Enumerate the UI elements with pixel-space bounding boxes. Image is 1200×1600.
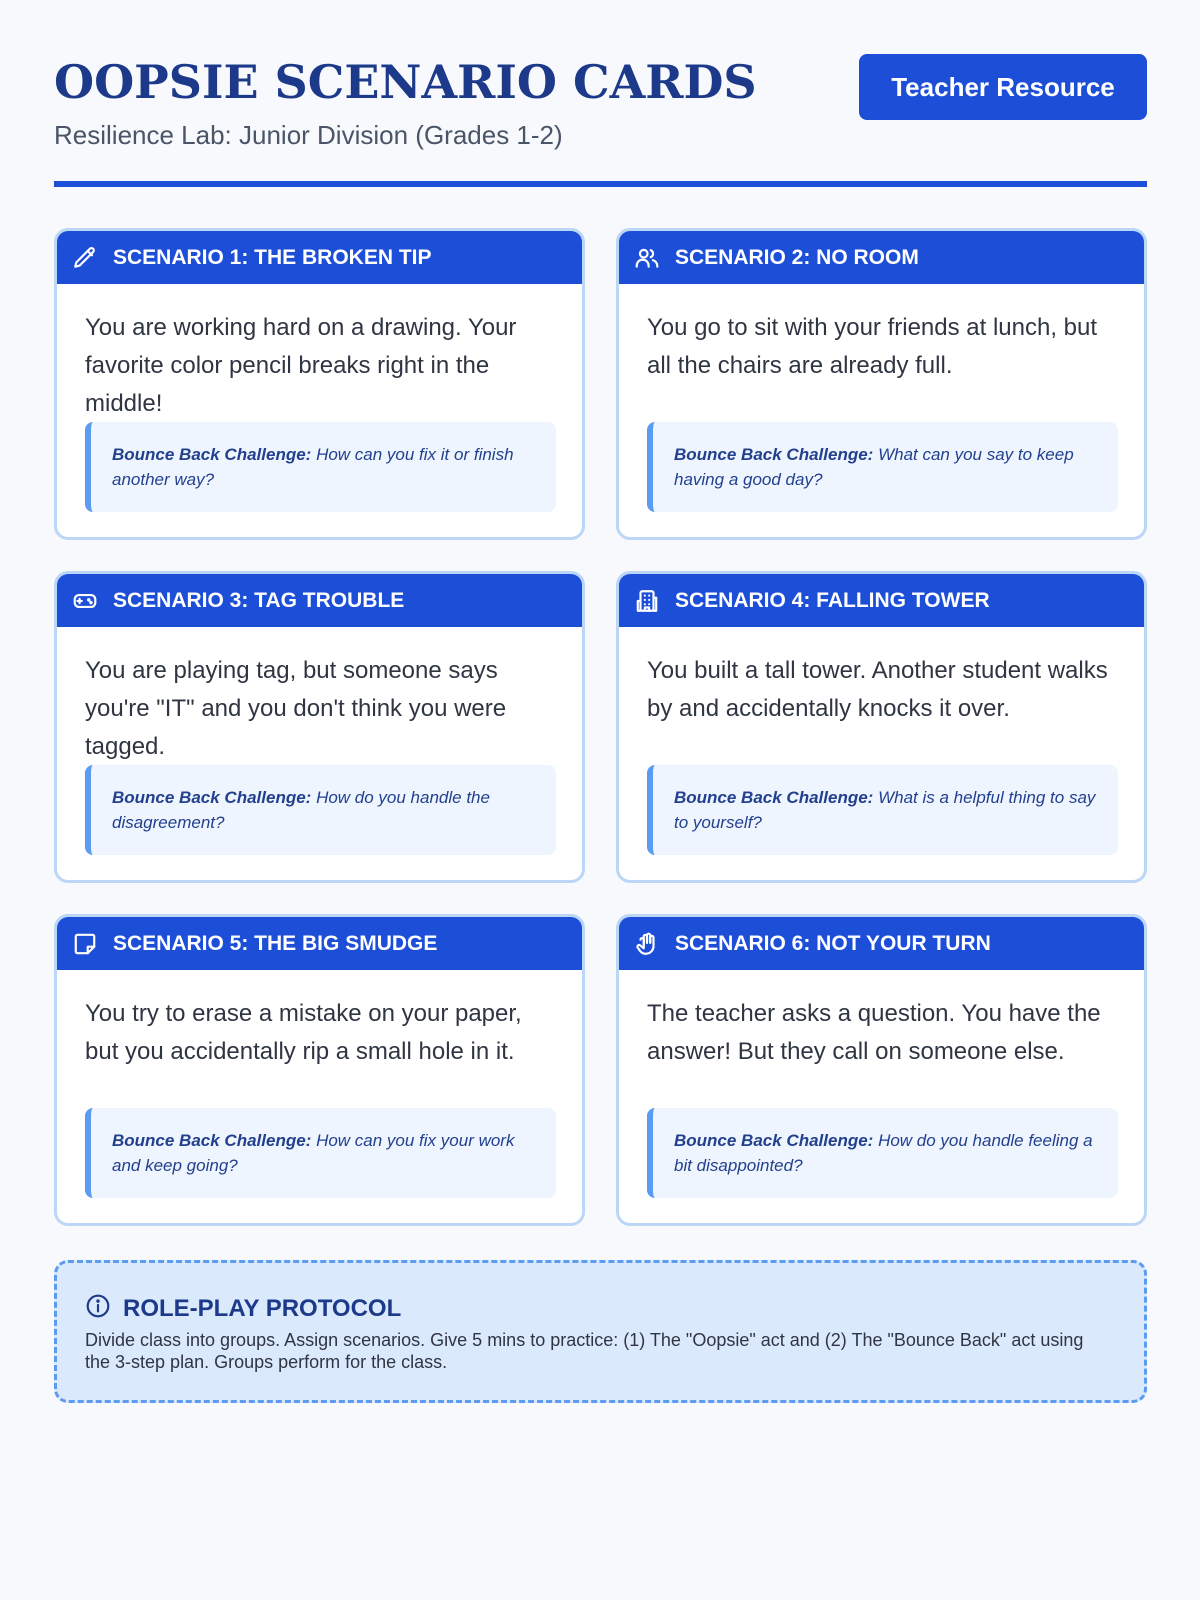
scenario-card-grid: [54, 228, 1147, 1226]
challenge-question: What is a helpful thing to say to yourself?: [674, 788, 1096, 832]
gamepad-icon: [71, 587, 99, 615]
protocol-title: ROLE-PLAY PROTOCOL: [123, 1294, 402, 1322]
bounce-back-challenge: [647, 765, 1118, 855]
scenario-card-header: [57, 231, 582, 284]
scenario-card-header: [57, 574, 582, 627]
page-subtitle: Resilience Lab: Junior Division (Grades 1-2): [54, 120, 563, 150]
challenge-lead: Bounce Back Challenge:: [674, 1131, 874, 1150]
scenario-card: [54, 228, 585, 540]
scenario-card-header: [57, 917, 582, 970]
challenge-question: How can you fix your work and keep going?: [112, 1131, 515, 1175]
challenge-lead: Bounce Back Challenge:: [112, 1131, 312, 1150]
scenario-card: [54, 571, 585, 883]
scenario-title: SCENARIO 5: THE BIG SMUDGE: [113, 931, 438, 955]
raised-hand-icon: [633, 930, 661, 958]
scenario-description: You built a tall tower. Another student walks by and accidentally knocks it over.: [647, 657, 1108, 722]
bounce-back-challenge: [647, 1108, 1118, 1198]
scenario-card: [616, 228, 1147, 540]
building-icon: [633, 587, 661, 615]
protocol-text: Divide class into groups. Assign scenarios. Give 5 mins to practice: (1) The "Oopsie" act and (2) The "Bounce Back" act using the 3-step plan. Groups perform for the class.: [85, 1330, 1084, 1372]
challenge-lead: Bounce Back Challenge:: [112, 788, 312, 807]
scenario-card-header: [619, 231, 1144, 284]
challenge-question: How can you fix it or finish another way?: [112, 445, 514, 489]
sticky-note-icon: [71, 930, 99, 958]
challenge-lead: Bounce Back Challenge:: [112, 445, 312, 464]
scenario-card-header: [619, 574, 1144, 627]
challenge-question: What can you say to keep having a good day?: [674, 445, 1074, 489]
scenario-title: SCENARIO 4: FALLING TOWER: [675, 588, 990, 612]
scenario-title: SCENARIO 3: TAG TROUBLE: [113, 588, 405, 612]
scenario-card-header: [619, 917, 1144, 970]
role-play-protocol-box: [54, 1260, 1147, 1403]
bounce-back-challenge: [85, 765, 556, 855]
scenario-card: [616, 914, 1147, 1226]
teacher-resource-badge: Teacher Resource: [859, 54, 1147, 120]
bounce-back-challenge: [647, 422, 1118, 512]
info-icon: [85, 1293, 111, 1324]
scenario-description: The teacher asks a question. You have the answer! But they call on someone else.: [647, 1000, 1101, 1065]
page-title: OOPSIE SCENARIO CARDS: [54, 55, 757, 109]
scenario-title: SCENARIO 6: NOT YOUR TURN: [675, 931, 991, 955]
page-header: [54, 54, 1147, 186]
bounce-back-challenge: [85, 1108, 556, 1198]
pencil-icon: [71, 244, 99, 272]
bounce-back-challenge: [85, 422, 556, 512]
scenario-description: You try to erase a mistake on your paper, but you accidentally rip a small hole in it.: [85, 1000, 522, 1065]
users-icon: [633, 244, 661, 272]
scenario-description: You are playing tag, but someone says you're "IT" and you don't think you were tagged.: [85, 657, 507, 760]
challenge-question: How do you handle feeling a bit disappointed?: [674, 1131, 1093, 1175]
scenario-title: SCENARIO 2: NO ROOM: [675, 245, 919, 269]
scenario-description: You go to sit with your friends at lunch, but all the chairs are already full.: [647, 314, 1098, 379]
challenge-lead: Bounce Back Challenge:: [674, 788, 874, 807]
protocol-header: [85, 1293, 401, 1324]
header-divider: [54, 181, 1147, 187]
scenario-card: [54, 914, 585, 1226]
challenge-question: How do you handle the disagreement?: [112, 788, 490, 832]
scenario-card: [616, 571, 1147, 883]
scenario-description: You are working hard on a drawing. Your favorite color pencil breaks right in the middle!: [85, 314, 517, 417]
scenario-title: SCENARIO 1: THE BROKEN TIP: [113, 245, 432, 269]
challenge-lead: Bounce Back Challenge:: [674, 445, 874, 464]
